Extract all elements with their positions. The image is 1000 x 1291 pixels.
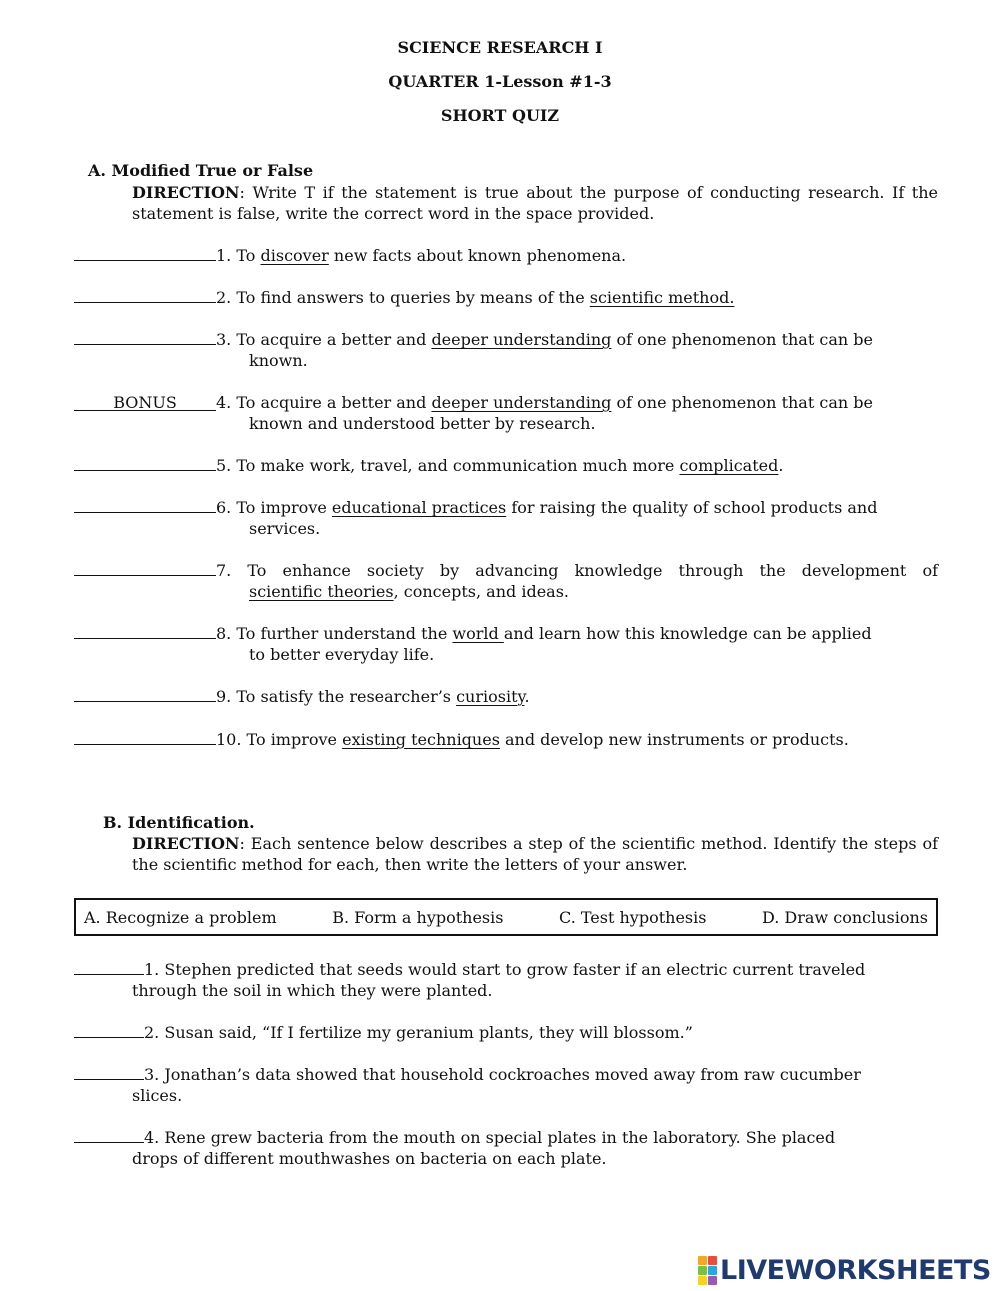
item-line	[74, 560, 938, 581]
item-text: To acquire a better and	[231, 330, 432, 349]
item-text: .	[524, 687, 530, 706]
question-a-4	[74, 392, 938, 434]
document-title: SCIENCE RESEARCH I	[397, 38, 603, 57]
item-continuation: services.	[249, 519, 321, 538]
item-text: Jonathan’s data showed that household cockroaches moved away from raw cucumber	[159, 1065, 861, 1084]
item-continuation: slices.	[132, 1086, 183, 1105]
item-text: and learn how this knowledge can be applied	[503, 624, 872, 643]
item-number: 2.	[144, 1023, 160, 1042]
direction-text: : Write T if the statement is true about the purpose of conducting research. If the statement is false, write the correct word in the space provided.	[132, 183, 938, 223]
item-text: To improve	[241, 730, 343, 749]
answer-blank[interactable]	[74, 498, 216, 513]
section-a-direction	[132, 182, 938, 224]
underlined-term: deeper understanding	[431, 393, 612, 412]
answer-blank[interactable]	[74, 393, 216, 412]
item-number: 3.	[216, 330, 232, 349]
item-number: 5.	[216, 456, 232, 475]
answer-blank[interactable]	[74, 1065, 144, 1080]
answer-blank[interactable]	[74, 456, 216, 471]
item-line	[74, 959, 938, 980]
section-b-direction	[132, 833, 938, 875]
answer-blank[interactable]	[74, 624, 216, 639]
item-line	[74, 1127, 938, 1148]
answer-blank[interactable]	[74, 561, 216, 576]
question-b-1	[74, 959, 938, 1001]
underlined-term: educational practices	[331, 498, 507, 517]
answer-blank[interactable]	[74, 1128, 144, 1143]
item-text: To find answers to queries by means of the	[231, 288, 590, 307]
item-text: , concepts, and ideas.	[393, 582, 569, 601]
item-text: Rene grew bacteria from the mouth on special plates in the laboratory. She placed	[159, 1128, 836, 1147]
item-continuation: known and understood better by research.	[249, 414, 596, 433]
logo-mark-icon	[698, 1256, 717, 1285]
question-a-6	[74, 497, 938, 539]
direction-text: : Each sentence below describes a step of the scientific method. Identify the steps of the scientific method for each, then write the letters of your answer.	[132, 834, 938, 874]
logo-text: LIVEWORKSHEETS	[720, 1255, 991, 1286]
answer-blank[interactable]	[74, 330, 216, 345]
answer-blank[interactable]	[74, 246, 216, 261]
item-number: 9.	[216, 687, 232, 706]
choice-d: D. Draw conclusions	[762, 907, 928, 927]
choice-b: B. Form a hypothesis	[332, 907, 504, 927]
item-continuation: through the soil in which they were planted.	[132, 981, 493, 1000]
question-a-5	[74, 455, 938, 476]
quiz-subtitle: SHORT QUIZ	[440, 106, 560, 125]
item-text: Stephen predicted that seeds would start to grow faster if an electric current traveled	[159, 960, 866, 979]
item-line	[74, 329, 938, 350]
item-text: To satisfy the researcher’s	[231, 687, 457, 706]
answer-blank[interactable]	[74, 687, 216, 702]
answer-text: BONUS	[113, 393, 177, 412]
item-number: 1.	[144, 960, 160, 979]
item-text: Susan said, “If I fertilize my geranium plants, they will blossom.”	[159, 1023, 693, 1042]
item-number: 1.	[216, 246, 232, 265]
answer-blank[interactable]	[74, 730, 216, 745]
answer-blank[interactable]	[74, 288, 216, 303]
item-text: To acquire a better and	[231, 393, 432, 412]
item-text: for raising the quality of school products and	[506, 498, 878, 517]
item-text: of one phenomenon that can be	[611, 330, 873, 349]
question-a-10	[74, 729, 938, 750]
question-a-1	[74, 245, 938, 266]
underlined-term: existing techniques	[342, 730, 500, 749]
item-number: 3.	[144, 1065, 160, 1084]
item-text: To	[231, 246, 261, 265]
item-number: 10.	[216, 730, 242, 749]
item-number: 4.	[216, 393, 232, 412]
item-continuation: to better everyday life.	[249, 645, 435, 664]
question-a-8	[74, 623, 938, 665]
underlined-term: deeper understanding	[431, 330, 612, 349]
underlined-term: discover	[260, 246, 329, 265]
answer-blank[interactable]	[74, 960, 144, 975]
underlined-term: curiosity	[456, 687, 525, 706]
item-line	[74, 1064, 938, 1085]
section-a-heading: A. Modified True or False	[88, 161, 314, 180]
item-number: 2.	[216, 288, 232, 307]
item-text: To make work, travel, and communication much more	[231, 456, 680, 475]
underlined-term: complicated	[679, 456, 779, 475]
question-a-2	[74, 287, 938, 308]
choices-box	[74, 898, 938, 936]
item-continuation	[74, 581, 938, 602]
choice-a: A. Recognize a problem	[84, 907, 277, 927]
item-text: new facts about known phenomena.	[328, 246, 627, 265]
answer-blank[interactable]	[74, 1023, 144, 1038]
question-b-3	[74, 1064, 938, 1106]
question-b-2	[74, 1022, 938, 1043]
direction-label: DIRECTION	[132, 834, 240, 853]
item-text: .	[778, 456, 784, 475]
question-b-4	[74, 1127, 938, 1169]
item-text: of one phenomenon that can be	[611, 393, 873, 412]
question-a-7	[74, 560, 938, 602]
underlined-term: scientific theories	[249, 582, 394, 601]
choice-c: C. Test hypothesis	[559, 907, 707, 927]
liveworksheets-logo	[698, 1255, 991, 1286]
section-b-heading: B. Identification.	[103, 813, 255, 832]
direction-label: DIRECTION	[132, 183, 240, 202]
lesson-subtitle: QUARTER 1-Lesson #1-3	[388, 72, 612, 91]
item-number: 6.	[216, 498, 232, 517]
item-number: 4.	[144, 1128, 160, 1147]
item-text: To improve	[231, 498, 332, 517]
underlined-term: world	[452, 624, 504, 643]
underlined-term: scientific method.	[589, 288, 735, 307]
item-continuation: known.	[249, 351, 308, 370]
question-a-9	[74, 686, 938, 707]
item-text: To further understand the	[231, 624, 453, 643]
item-continuation: drops of different mouthwashes on bacteria on each plate.	[132, 1149, 607, 1168]
item-number: 8.	[216, 624, 232, 643]
item-number: 7.	[216, 561, 232, 580]
item-text: and develop new instruments or products.	[499, 730, 849, 749]
question-a-3	[74, 329, 938, 371]
item-text: To enhance society by advancing knowledge through the development of	[231, 561, 938, 580]
